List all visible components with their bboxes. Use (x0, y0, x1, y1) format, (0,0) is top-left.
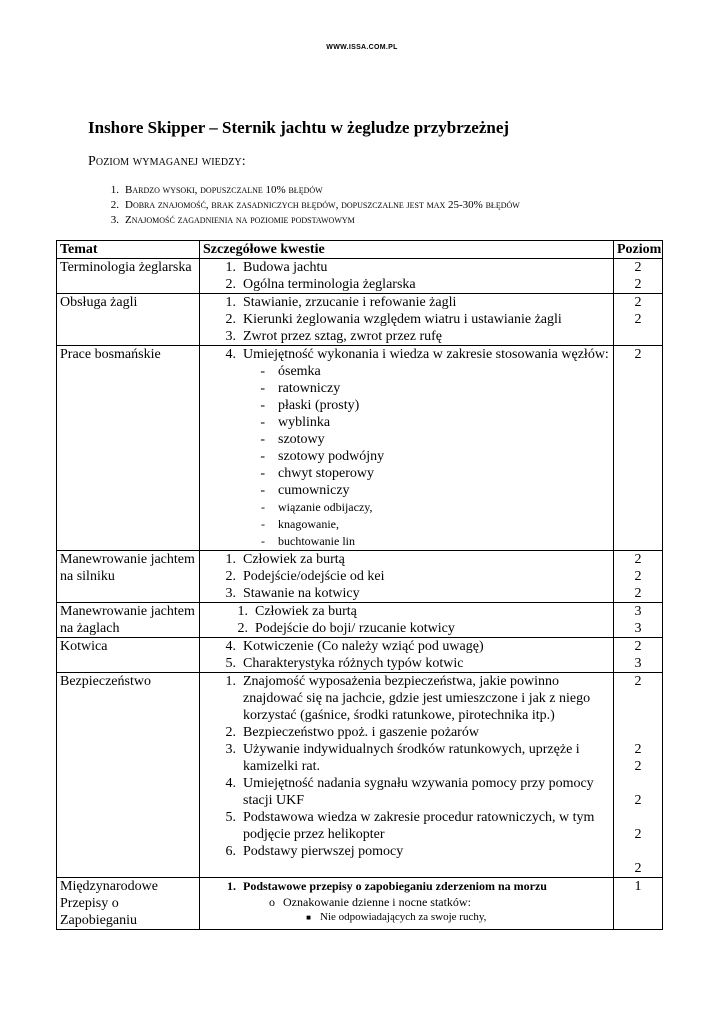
details-cell: 4. Umiejętność wykonania i wiedza w zakresie stosowania węzłów: - ósemka - ratowniczy - płaski (prosty) - wyblinka - szotowy - szotowy podwójny - chwyt stoperowy - cumowniczy - wiązanie odbijaczy, - knagowanie, - buchtowanie lin (200, 346, 614, 551)
topic-cell: Międzynarodowe Przepisy o Zapobieganiu (57, 878, 200, 930)
table-row (57, 878, 663, 930)
table-row (57, 603, 663, 638)
document-title: Inshore Skipper – Sternik jachtu w żegludze przybrzeżnej (88, 118, 510, 137)
details-cell: 1. Człowiek za burtą 2. Podejście do boji/ rzucanie kotwicy (200, 603, 614, 638)
knowledge-levels-list (88, 183, 520, 228)
table-header-row (57, 241, 663, 259)
details-cell: 4. Kotwiczenie (Co należy wziąć pod uwagę) 5. Charakterystyka różnych typów kotwic (200, 638, 614, 673)
level-cell: 3 3 (614, 603, 663, 638)
header-topic: Temat (57, 241, 200, 259)
level-cell: 2 2 (614, 259, 663, 294)
level-cell: 1 (614, 878, 663, 930)
details-cell: 1. Budowa jachtu 2. Ogólna terminologia żeglarska (200, 259, 614, 294)
level-cell: 2 2 (614, 294, 663, 346)
header-level: Poziom (614, 241, 663, 259)
level-cell: 2 2 2 2 2 2 (614, 673, 663, 878)
topic-cell: Obsługa żagli (57, 294, 200, 346)
level-item: 1. Bardzo wysoki, dopuszczalne 10% błędów (110, 184, 323, 196)
site-header: WWW.ISSA.COM.PL (326, 44, 398, 51)
table-row (57, 673, 663, 878)
level-cell: 2 2 2 (614, 551, 663, 603)
details-cell: 1. Podstawowe przepisy o zapobieganiu zderzeniom na morzu o Oznakowanie dzienne i nocne statków: ■ Nie odpowiadających za swoje ruchy, (200, 878, 614, 930)
topic-cell: Bezpieczeństwo (57, 673, 200, 878)
level-item: 2. Dobra znajomość, brak zasadniczych błędów, dopuszczalne jest max 25-30% błędów (110, 199, 520, 211)
table-row (57, 294, 663, 346)
details-cell: 1. Stawianie, zrzucanie i refowanie żagli 2. Kierunki żeglowania względem wiatru i ustawianie żagli 3. Zwrot przez sztag, zwrot przez rufę (200, 294, 614, 346)
details-cell: 1. Człowiek za burtą 2. Podejście/odejście od kei 3. Stawanie na kotwicy (200, 551, 614, 603)
header-details: Szczegółowe kwestie (200, 241, 614, 259)
details-cell: 1. Znajomość wyposażenia bezpieczeństwa, jakie powinno znajdować się na jachcie, gdzie jest umieszczone i jak z niego korzystać (gaśnice, środki ratunkowe, pirotechnika itp.) 2. Bezpieczeństwo ppoż. i gaszenie pożarów 3. Używanie indywidualnych środków ratunkowych, uprzęże i kamizelki rat. 4. Umiejętność nadania sygnału wzywania pomocy przy pomocy stacji UKF 5. Podstawowa wiedza w zakresie procedur ratowniczych, w tym podjęcie przez helikopter 6. Podstawy pierwszej pomocy (200, 673, 614, 878)
table-row (57, 346, 663, 551)
topic-cell: Manewrowanie jachtem na żaglach (57, 603, 200, 638)
requirements-table (56, 240, 663, 930)
level-item: 3. Znajomość zagadnienia na poziomie podstawowym (110, 214, 355, 226)
topic-cell: Kotwica (57, 638, 200, 673)
topic-cell: Terminologia żeglarska (57, 259, 200, 294)
table-row (57, 551, 663, 603)
level-cell: 2 3 (614, 638, 663, 673)
table-row (57, 259, 663, 294)
topic-cell: Manewrowanie jachtem na silniku (57, 551, 200, 603)
topic-cell: Prace bosmańskie (57, 346, 200, 551)
square-bullet-icon: ■ (306, 913, 311, 922)
table-row (57, 638, 663, 673)
knowledge-level-heading: Poziom wymaganej wiedzy: (88, 154, 246, 169)
level-cell: 2 (614, 346, 663, 551)
